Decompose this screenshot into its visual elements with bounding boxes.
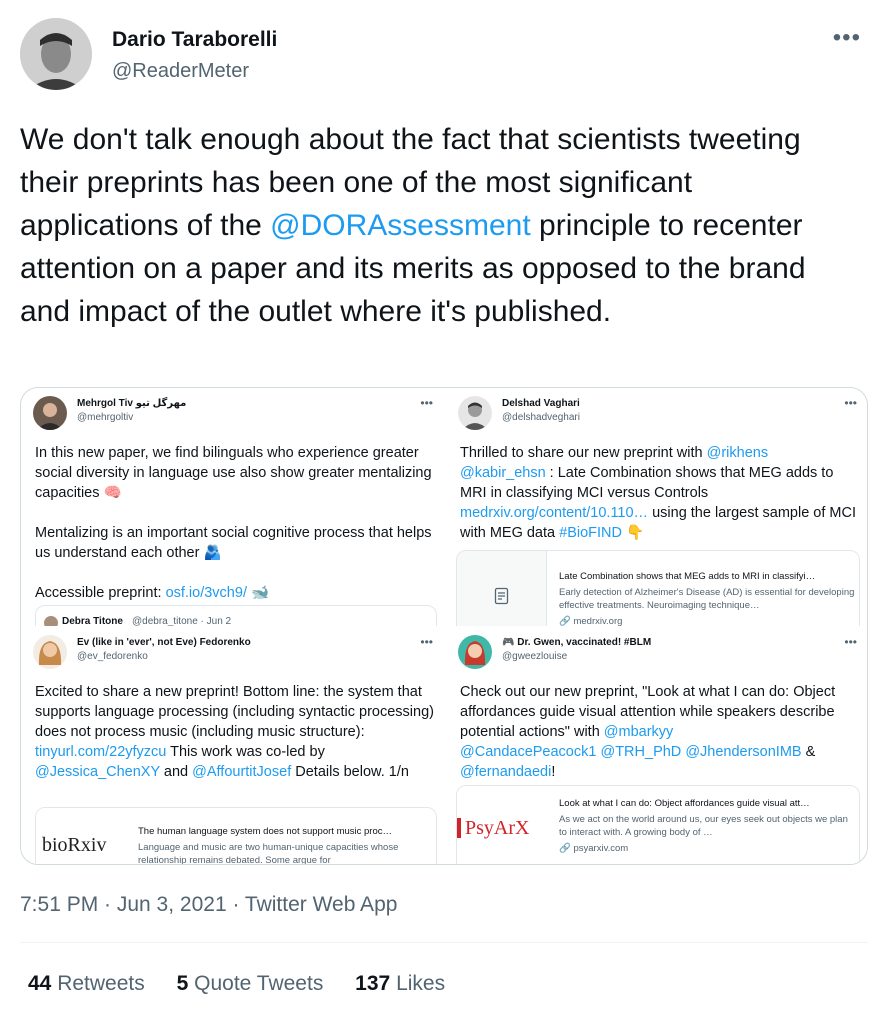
quote-tweets-label: Quote Tweets <box>194 972 324 995</box>
card-description: Early detection of Alzheimer's Disease (AD) is essential for developing effective treatments. Neuroimaging technique… <box>559 587 855 611</box>
embedded-tweet-ev-fedorenko[interactable] <box>21 627 445 865</box>
mention: @fernandaedi <box>460 764 552 780</box>
card-title: Late Combination shows that MEG adds to MRI in classifyi… <box>559 571 816 582</box>
tweet-text-part: principle to recenter attention on a paper and its merits as opposed to the brand and impact of the outlet where it's published. <box>20 209 806 328</box>
likes-stat[interactable] <box>355 972 445 995</box>
psyarxiv-logo-mark <box>457 818 461 838</box>
author-name: Ev (like in 'ever', not Eve) Fedorenko <box>77 637 251 648</box>
paragraph <box>35 583 435 603</box>
text: ! <box>551 764 556 780</box>
more-options-icon: ••• <box>844 396 857 410</box>
link-card <box>456 550 860 626</box>
more-options-icon: ••• <box>844 635 857 649</box>
tweet-text <box>35 443 435 603</box>
mention: @rikhens <box>706 445 769 461</box>
author-name: Mehrgol Tiv مهرگل تیو <box>77 398 187 409</box>
embedded-tweet-delshadvaghari[interactable] <box>446 388 868 626</box>
avatar <box>458 396 492 430</box>
text: : Late Combination shows that MEG adds to MRI in classifying MCI versus Controls <box>460 465 834 501</box>
spacer <box>35 503 435 523</box>
mention: @Jessica_ChenXY <box>35 764 160 780</box>
document-icon <box>493 587 511 605</box>
hashtag: #BioFIND <box>559 525 622 541</box>
retweets-label: Retweets <box>57 972 145 995</box>
text: & <box>801 744 816 760</box>
spacer <box>35 563 435 583</box>
engagement-stats <box>28 972 471 996</box>
text: Thrilled to share our new preprint with <box>460 445 707 461</box>
avatar <box>458 635 492 669</box>
avatar[interactable] <box>20 18 92 90</box>
mention: @CandacePeacock1 <box>460 744 597 760</box>
mention-link[interactable]: @DORAssessment <box>270 209 531 242</box>
author-handle: @ev_fedorenko <box>77 651 148 662</box>
domain-text: psyarxiv.com <box>573 843 629 854</box>
author-name: Delshad Vaghari <box>502 398 580 409</box>
link-card <box>456 785 860 865</box>
mention: @JhendersonIMB <box>685 744 802 760</box>
timestamp[interactable]: 7:51 PM · Jun 3, 2021 · Twitter Web App <box>20 893 398 916</box>
mention: @kabir_ehsn <box>460 465 546 481</box>
card-description: Language and music are two human-unique capacities whose relationship remains debated. Some argue for <box>138 842 399 865</box>
text: and <box>159 764 193 780</box>
avatar <box>33 396 67 430</box>
text: using the largest sample of MCI with MEG data <box>460 505 856 541</box>
author-handle: @delshadveghari <box>502 412 580 423</box>
retweets-count: 44 <box>28 972 52 995</box>
text: Accessible preprint: <box>35 585 166 601</box>
tweet-header <box>20 18 861 90</box>
text: Excited to share a new preprint! Bottom line: the system that supports language processing (including syntactic processing) does not process music (including music structure): <box>35 684 434 740</box>
mention: @mbarkyy <box>603 724 674 740</box>
image-collage[interactable] <box>20 387 868 865</box>
card-title: Look at what I can do: Object affordances guide visual att… <box>559 798 810 809</box>
author-handle: @gweezlouise <box>502 651 568 662</box>
likes-count: 137 <box>355 972 391 995</box>
author-handle: @mehrgoltiv <box>77 412 134 423</box>
author-name: 🎮 Dr. Gwen, vaccinated! #BLM <box>502 637 652 648</box>
card-domain <box>559 843 628 854</box>
embedded-tweet-gweezlouise[interactable] <box>446 627 868 865</box>
psyarxiv-logo: PsyArX <box>465 817 530 839</box>
preprint-link: osf.io/3vch9/ <box>165 585 247 601</box>
more-options-icon: ••• <box>420 396 433 410</box>
more-options-icon: ••• <box>420 635 433 649</box>
tweet-text <box>460 682 860 782</box>
card-thumbnail <box>36 808 130 865</box>
preprint-link: medrxiv.org/content/10.110… <box>460 505 649 521</box>
emoji: 🐋 <box>246 585 270 601</box>
mention: @AffourtitJosef <box>192 764 292 780</box>
avatar <box>33 635 67 669</box>
more-options-icon[interactable]: ••• <box>832 24 861 51</box>
domain-text: medrxiv.org <box>573 616 623 626</box>
quote-tweets-count: 5 <box>176 972 189 995</box>
author-handle[interactable]: @ReaderMeter <box>112 60 250 82</box>
link-card <box>35 807 437 865</box>
link-icon: 🔗 <box>559 616 571 626</box>
quoted-author: Debra Titone <box>62 616 123 626</box>
tweet-text <box>460 443 860 543</box>
tweet-text <box>20 118 850 333</box>
card-thumbnail <box>457 786 551 865</box>
card-domain <box>559 616 622 626</box>
biorxiv-logo: bioRxiv <box>42 834 107 856</box>
text: Details below. 1/n <box>291 764 409 780</box>
divider <box>20 942 868 943</box>
paragraph: In this new paper, we find bilinguals who experience greater social diversity in language use also show greater mentalizing capacities 🧠 <box>35 445 432 501</box>
quote-tweets-stat[interactable] <box>177 972 324 995</box>
avatar <box>44 616 58 626</box>
emoji: 👇 <box>621 525 645 541</box>
preprint-link: tinyurl.com/22yfyzcu <box>35 744 167 760</box>
card-description: As we act on the world around us, our eyes seek out objects we plan to interact with. A growing body of … <box>559 814 848 838</box>
link-icon: 🔗 <box>559 843 571 854</box>
author-name[interactable]: Dario Taraborelli <box>112 28 278 51</box>
tweet-text <box>35 682 435 782</box>
quoted-meta: @debra_titone · Jun 2 <box>132 616 232 626</box>
likes-label: Likes <box>396 972 446 995</box>
tweet-text-part: We don't talk enough about the fact that scientists tweeting their preprints has been one of the most significant applications of the <box>20 123 801 242</box>
mention: @TRH_PhD <box>600 744 682 760</box>
card-thumbnail <box>457 551 547 626</box>
paragraph: Mentalizing is an important social cognitive process that helps us understand each other 🫂 <box>35 525 432 561</box>
card-title: The human language system does not support music proc… <box>138 826 392 837</box>
text: Check out our new preprint, "Look at what I can do: Object affordances guide visual attention while speakers describe potential actions" with <box>460 684 836 740</box>
quoted-tweet <box>35 605 437 626</box>
text: This work was co-led by <box>166 744 325 760</box>
embedded-tweet-mehrgoltiv[interactable] <box>21 388 445 626</box>
retweets-stat[interactable] <box>28 972 145 995</box>
